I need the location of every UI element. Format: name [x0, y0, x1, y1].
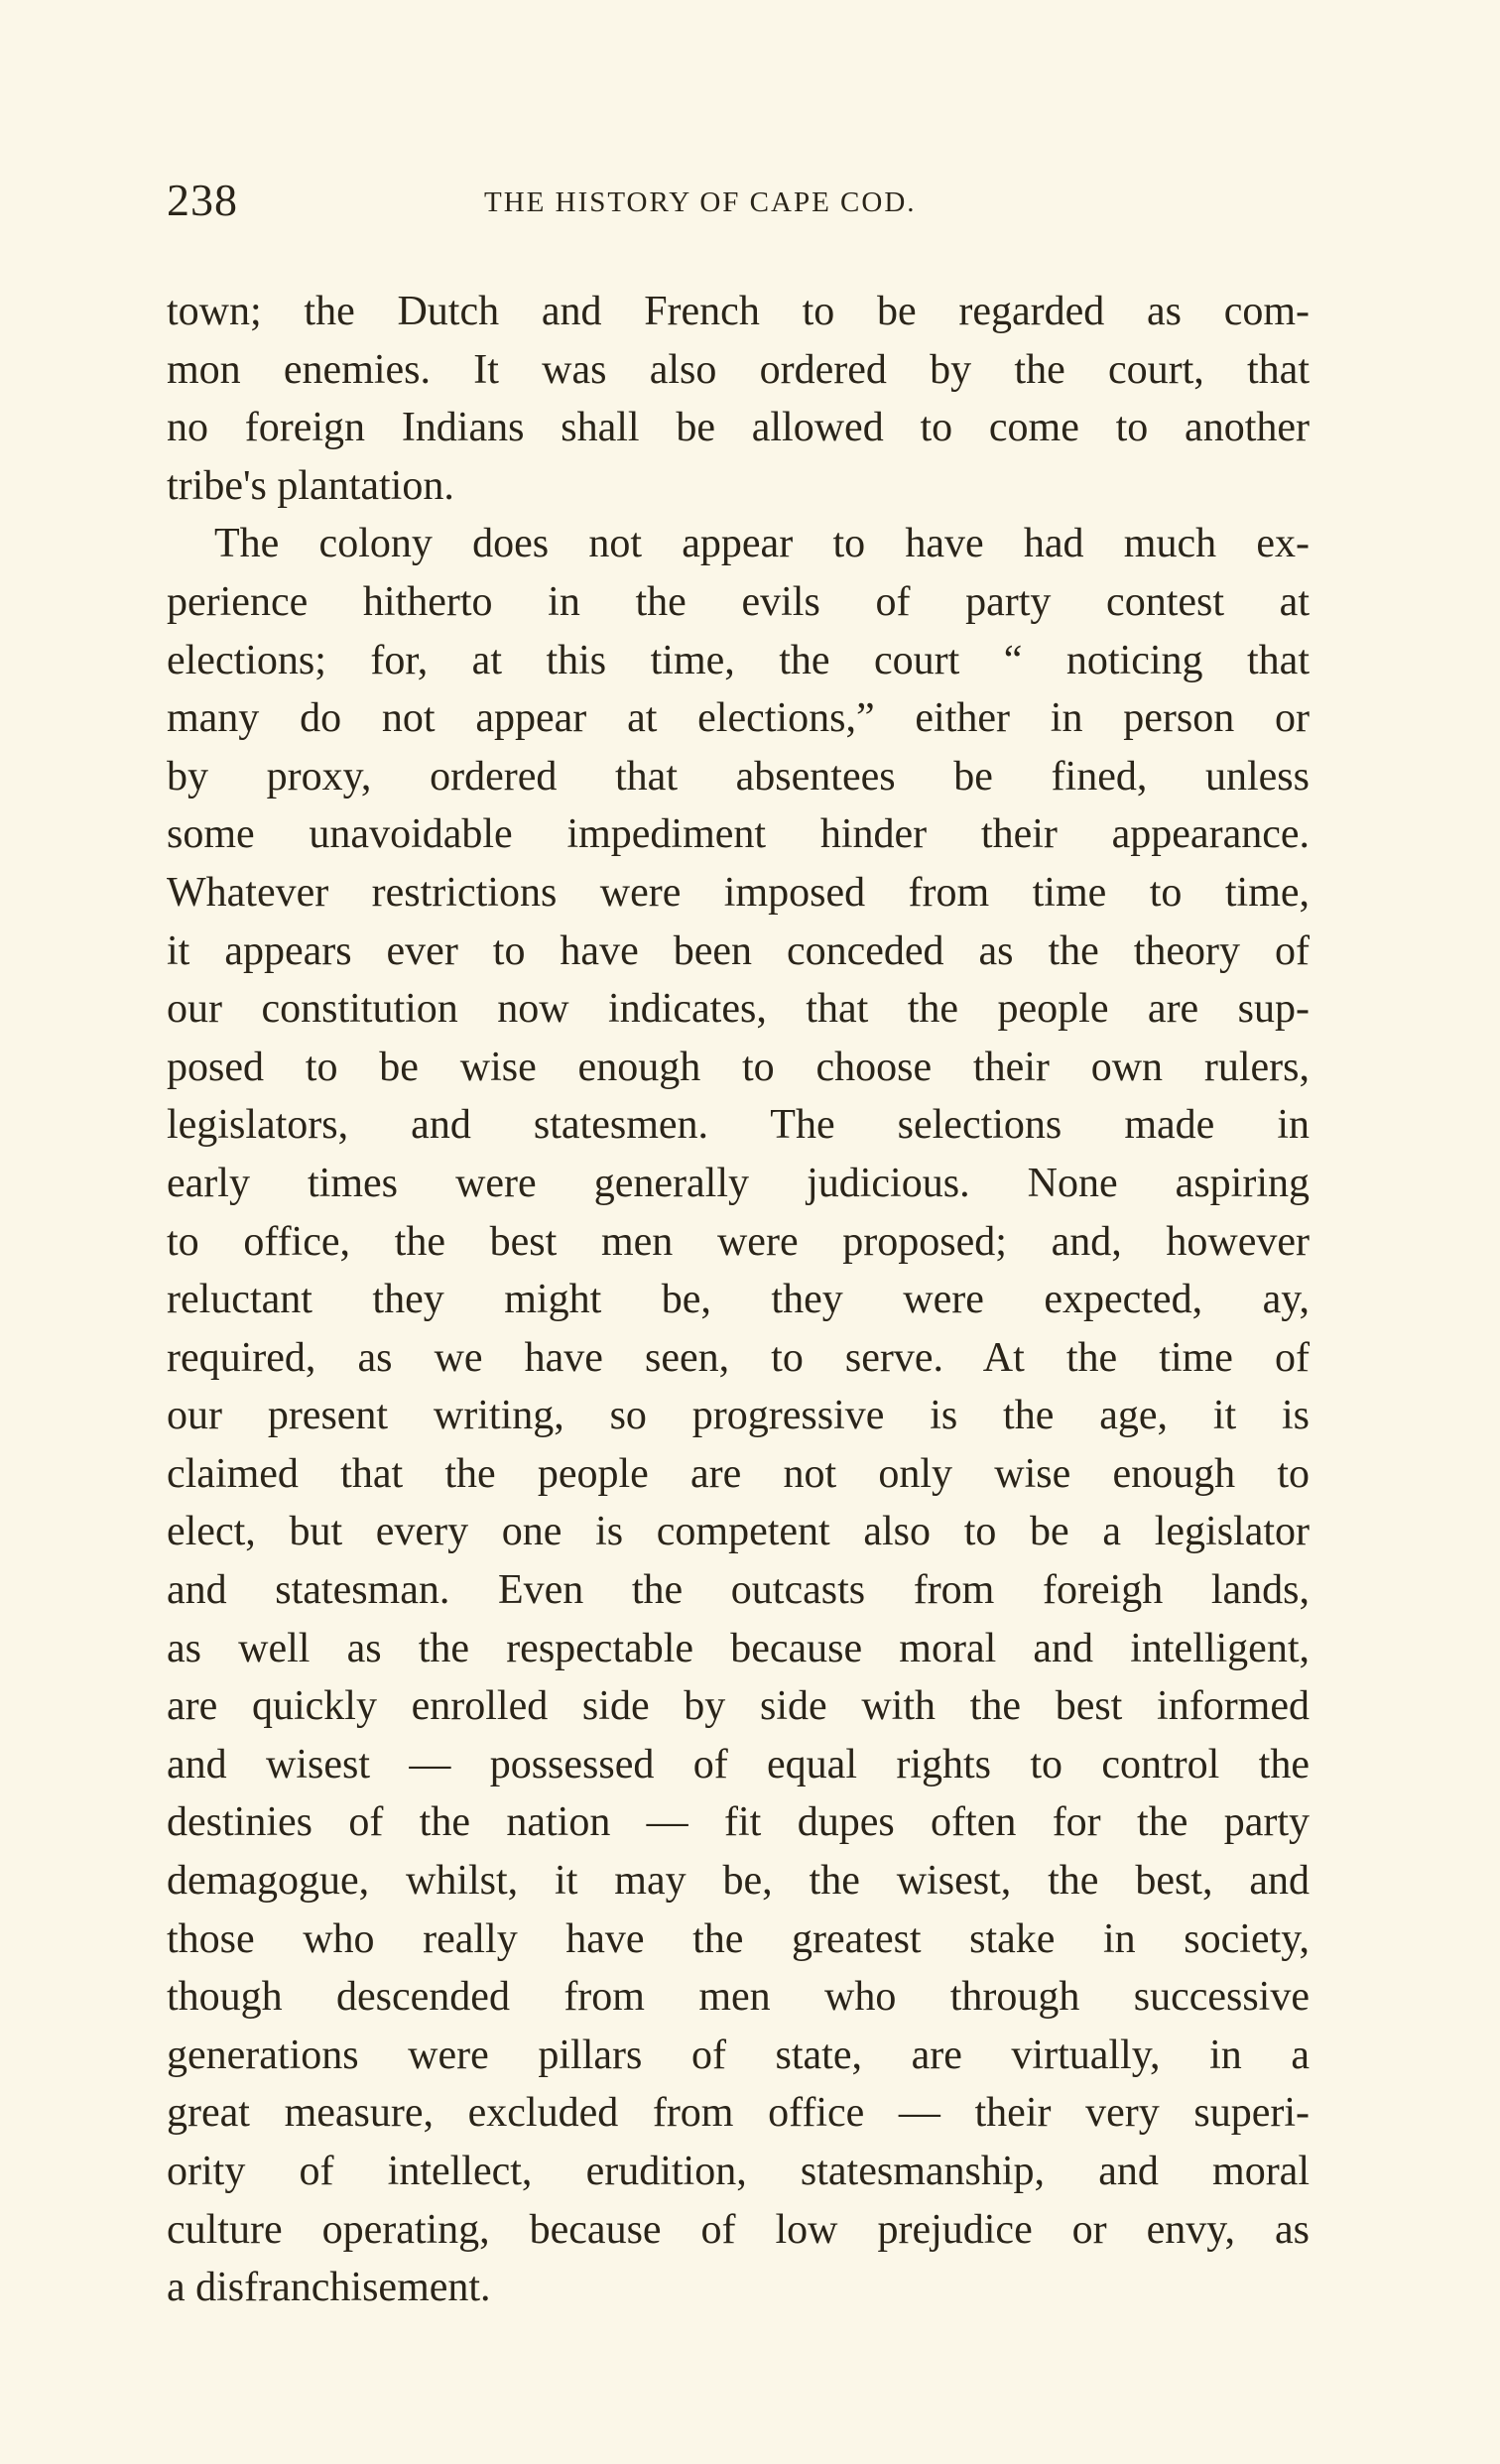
text-line: it appears ever to have been conceded as the theory of	[167, 927, 1310, 974]
text-line: town; the Dutch and French to be regarded as com-	[167, 289, 1310, 334]
text-line: perience hitherto in the evils of party contest at	[167, 578, 1310, 625]
text-line: destinies of the nation — fit dupes often for the party	[167, 1799, 1310, 1846]
text-line: by proxy, ordered that absentees be fined, unless	[167, 753, 1310, 800]
text-line: many do not appear at elections,” either in person or	[167, 695, 1310, 742]
text-line: elect, but every one is competent also to be a legislator	[167, 1509, 1310, 1555]
text-line: our present writing, so progressive is the age, it is	[167, 1393, 1310, 1439]
text-line: great measure, excluded from office — their very superi-	[167, 2090, 1310, 2137]
text-line: as well as the respectable because moral and intelligent,	[167, 1625, 1310, 1671]
text-line: those who really have the greatest stake in society,	[167, 1915, 1310, 1962]
text-line: generations were pillars of state, are virtually, in a	[167, 2032, 1310, 2078]
text-line: The colony does not appear to have had much ex-	[214, 521, 1310, 567]
body-text	[167, 283, 1310, 2317]
running-title: THE HISTORY OF CAPE COD.	[484, 186, 917, 218]
text-line: reluctant they might be, they were expected, ay,	[167, 1277, 1310, 1323]
text-line: tribe's plantation.	[167, 462, 454, 509]
text-line: required, as we have seen, to serve. At the time of	[167, 1334, 1310, 1381]
text-line: early times were generally judicious. None aspiring	[167, 1160, 1310, 1206]
text-line: legislators, and statesmen. The selections made in	[167, 1102, 1310, 1149]
text-line: and wisest — possessed of equal rights to control the	[167, 1741, 1310, 1787]
text-line: posed to be wise enough to choose their own rulers,	[167, 1044, 1310, 1090]
text-line: though descended from men who through successive	[167, 1974, 1310, 2021]
text-line: elections; for, at this time, the court “ noticing that	[167, 637, 1310, 683]
text-line: a disfranchisement.	[167, 2265, 491, 2311]
text-line: no foreign Indians shall be allowed to come to another	[167, 405, 1310, 451]
text-line: and statesman. Even the outcasts from foreigh lands,	[167, 1567, 1310, 1614]
text-line: culture operating, because of low prejudice or envy, as	[167, 2206, 1310, 2253]
text-line: mon enemies. It was also ordered by the court, that	[167, 346, 1310, 393]
text-line: some unavoidable impediment hinder their appearance.	[167, 811, 1310, 858]
running-head	[167, 171, 1310, 240]
text-line: are quickly enrolled side by side with the best informed	[167, 1683, 1310, 1730]
text-line: claimed that the people are not only wise enough to	[167, 1450, 1310, 1497]
text-line: Whatever restrictions were imposed from time to time,	[167, 869, 1310, 916]
text-line: demagogue, whilst, it may be, the wisest, the best, and	[167, 1858, 1310, 1905]
text-line: to office, the best men were proposed; and, however	[167, 1218, 1310, 1265]
text-line: ority of intellect, erudition, statesmanship, and moral	[167, 2149, 1310, 2194]
page-number: 238	[167, 175, 238, 225]
text-line: our constitution now indicates, that the people are sup-	[167, 986, 1310, 1033]
